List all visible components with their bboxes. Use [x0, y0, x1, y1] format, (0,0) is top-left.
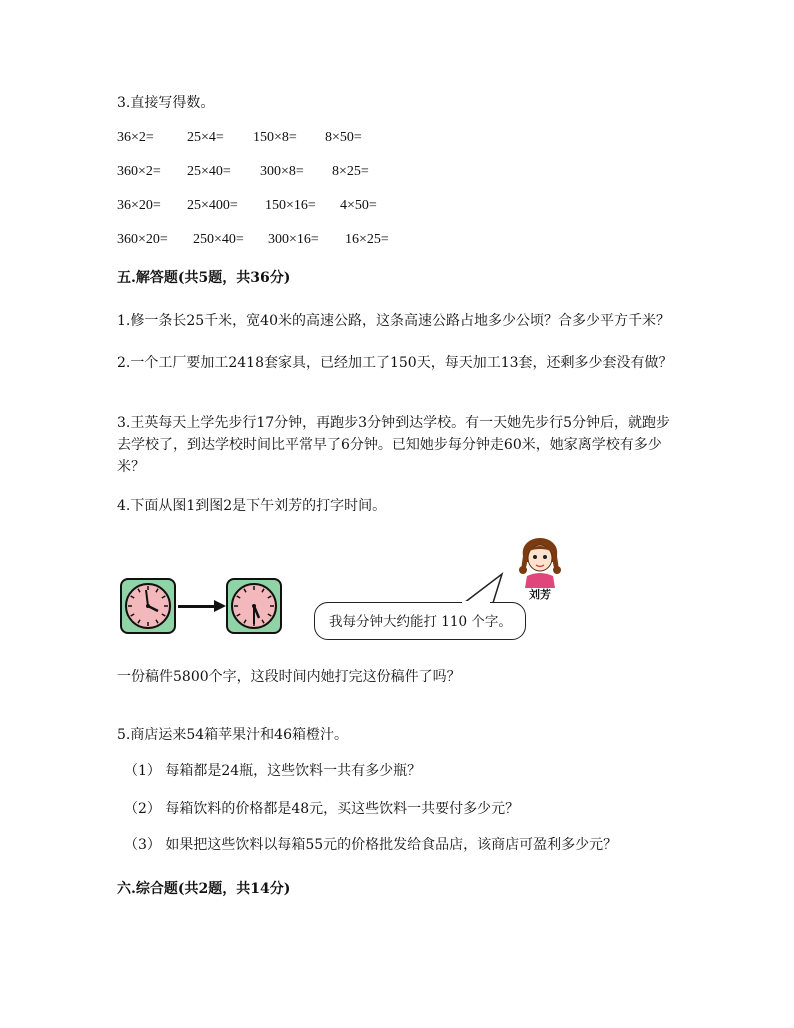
- problem-2: 2.一个工厂要加工2418套家具，已经加工了150天，每天加工13套，还剩多少套没有做？: [117, 355, 673, 371]
- clock-icon: [228, 580, 280, 632]
- problem-5-intro: 5.商店运来54箱苹果汁和46箱橙汁。: [117, 727, 348, 743]
- girl-character-icon: [515, 536, 565, 588]
- math-item: 8×25=: [332, 164, 369, 179]
- math-item: 16×25=: [345, 232, 389, 247]
- math-item: 300×16=: [268, 232, 319, 247]
- problem-4-intro: 4.下面从图1到图2是下午刘芳的打字时间。: [117, 498, 387, 514]
- problem-1: 1.修一条长25千米，宽40米的高速公路，这条高速公路占地多少公顷？合多少平方千米？: [117, 313, 670, 329]
- math-item: 360×20=: [117, 232, 168, 247]
- speech-bubble: 我每分钟大约能打 110 个字。: [314, 602, 526, 640]
- q3-heading: 3.直接写得数。: [117, 95, 215, 111]
- math-item: 36×2=: [117, 130, 154, 145]
- math-item: 300×8=: [260, 164, 304, 179]
- math-item: 360×2=: [117, 164, 161, 179]
- clock-figure-2: [226, 578, 282, 634]
- problem-5-sub-3: （3） 如果把这些饮料以每箱55元的价格批发给食品店，该商店可盈利多少元？: [124, 837, 618, 853]
- math-item: 250×40=: [193, 232, 244, 247]
- clock-figure-1: [120, 578, 176, 634]
- math-item: 25×4=: [187, 130, 224, 145]
- problem-3: 3.王英每天上学先步行17分钟，再跑步3分钟到达学校。有一天她先步行5分钟后，就跑步去学校了，到达学校时间比平常早了6分钟。已知她步每分钟走60米，她家离学校有多少米？: [117, 415, 670, 475]
- math-item: 8×50=: [325, 130, 362, 145]
- problem-4-question: 一份稿件5800个字，这段时间内她打完这份稿件了吗？: [117, 669, 461, 685]
- math-item: 150×16=: [265, 198, 316, 213]
- section6-title: 六.综合题(共2题，共14分): [117, 881, 291, 897]
- problem-5-sub-2: （2） 每箱饮料的价格都是48元，买这些饮料一共要付多少元？: [124, 801, 520, 817]
- bubble-tail-join: [462, 601, 490, 605]
- character-name: 刘芳: [529, 588, 551, 601]
- math-item: 4×50=: [340, 198, 377, 213]
- math-item: 25×40=: [187, 164, 231, 179]
- problem-5-sub-1: （1） 每箱都是24瓶，这些饮料一共有多少瓶？: [124, 763, 422, 779]
- math-item: 36×20=: [117, 198, 161, 213]
- math-item: 25×400=: [187, 198, 238, 213]
- section5-title: 五.解答题(共5题，共36分): [117, 270, 291, 286]
- math-item: 150×8=: [253, 130, 297, 145]
- clock-icon: [122, 580, 174, 632]
